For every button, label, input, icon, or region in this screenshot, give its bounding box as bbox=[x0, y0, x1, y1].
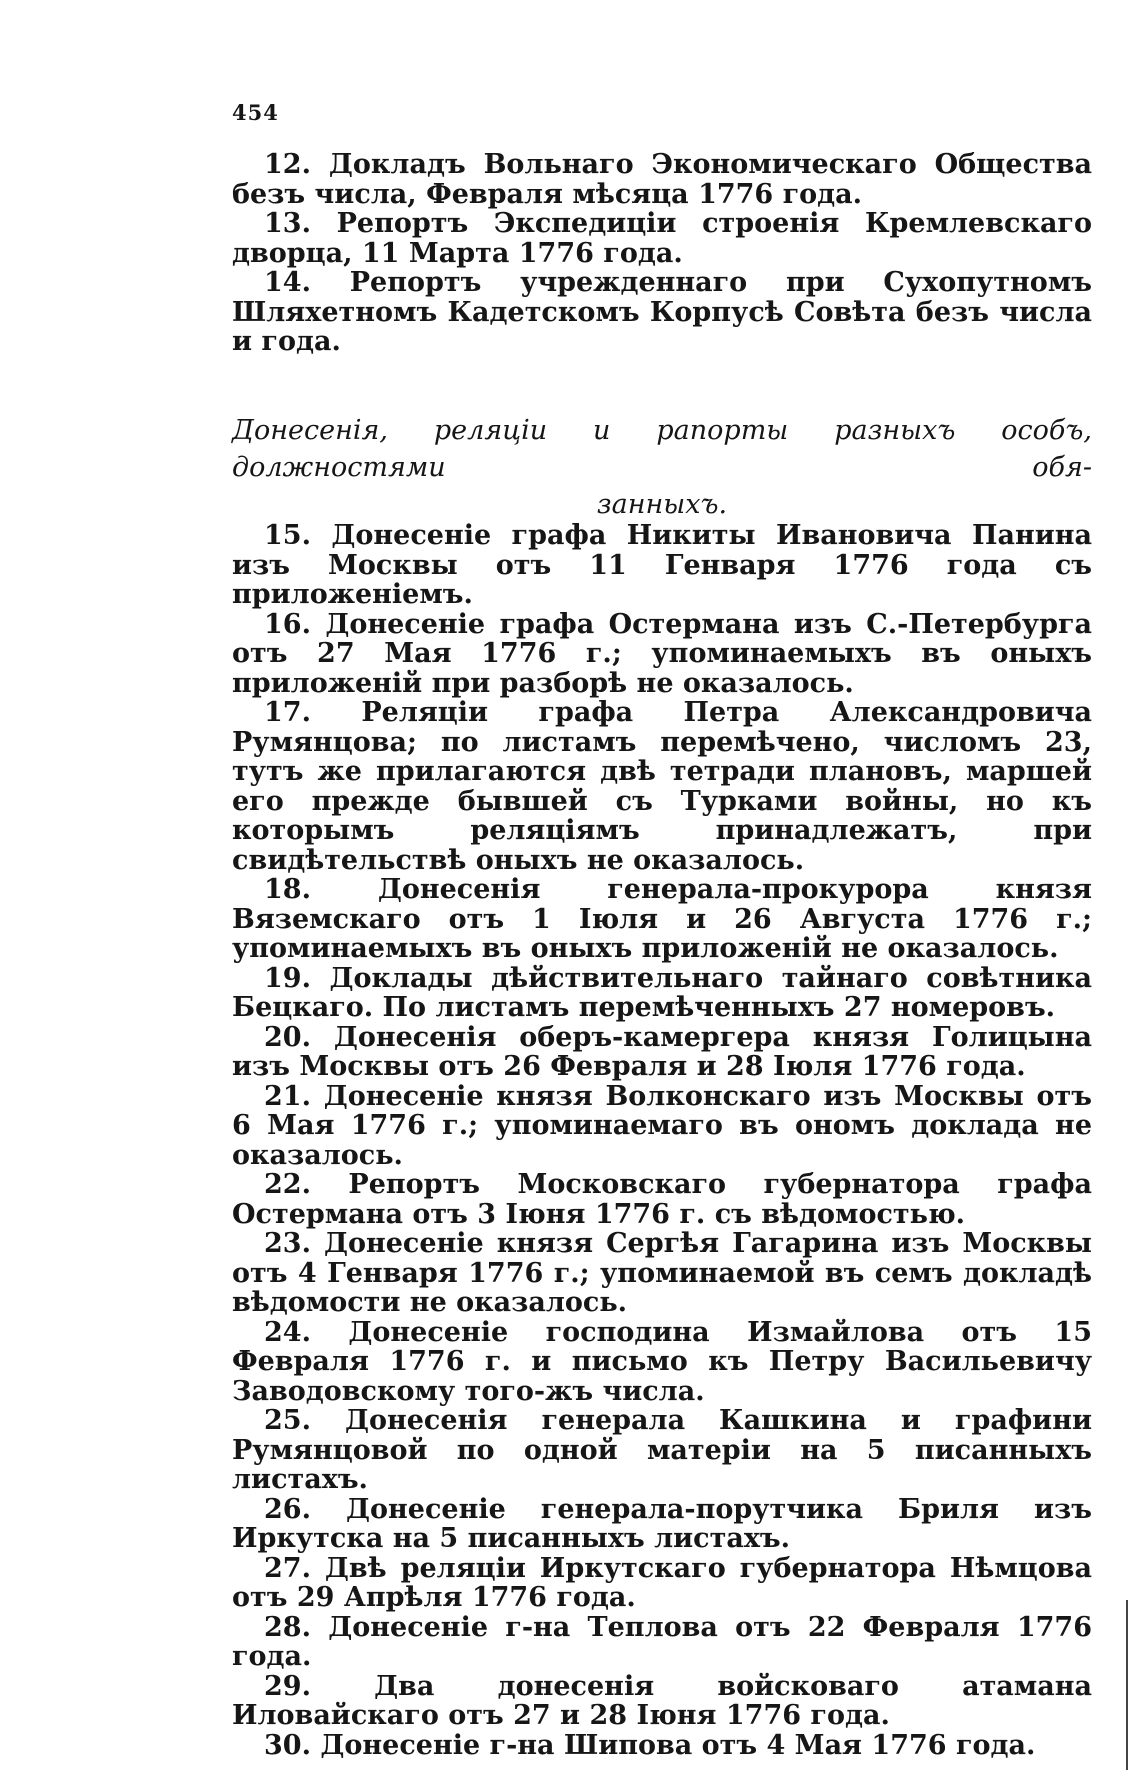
entry-15: 15. Донесеніе графа Никиты Ивановича Панина изъ Москвы отъ 11 Генваря 1776 года съ приложеніемъ. bbox=[232, 520, 1092, 610]
entry-13: 13. Репортъ Экспедиціи строенія Кремлевскаго дворца, 11 Марта 1776 года. bbox=[232, 208, 1092, 269]
entry-23: 23. Донесеніе князя Сергѣя Гагарина изъ Москвы отъ 4 Генваря 1776 г.; упоминаемой въ семъ докладѣ вѣдомости не оказалось. bbox=[232, 1228, 1092, 1318]
page-number: 454 bbox=[232, 100, 279, 125]
entry-28: 28. Донесеніе г-на Теплова отъ 22 Февраля 1776 года. bbox=[232, 1611, 1092, 1672]
section-heading-line1: Донесенія, реляціи и рапорты разныхъ особъ, должностями обя- bbox=[232, 415, 1092, 483]
entry-12: 12. Докладъ Вольнаго Экономическаго Общества безъ числа, Февраля мѣсяца 1776 года. bbox=[232, 149, 1092, 210]
section-heading bbox=[232, 412, 1092, 523]
entry-16: 16. Донесеніе графа Остермана изъ С.-Петербурга отъ 27 Мая 1776 г.; упоминаемыхъ въ оныхъ приложеній при разборѣ не оказалось. bbox=[232, 608, 1092, 699]
entry-25: 25. Донесенія генерала Кашкина и графини Румянцовой по одной матеріи на 5 писанныхъ листахъ. bbox=[232, 1405, 1092, 1495]
entry-26: 26. Донесеніе генерала-порутчика Бриля изъ Иркутска на 5 писанныхъ листахъ. bbox=[232, 1493, 1092, 1554]
entry-29: 29. Два донесенія войсковаго атамана Иловайскаго отъ 27 и 28 Іюня 1776 года. bbox=[232, 1670, 1092, 1731]
entry-27: 27. Двѣ реляціи Иркутскаго губернатора Нѣмцова отъ 29 Апрѣля 1776 года. bbox=[232, 1552, 1092, 1613]
entry-22: 22. Репортъ Московскаго губернатора графа Остермана отъ 3 Іюня 1776 г. съ вѣдомостью. bbox=[232, 1169, 1092, 1230]
page-edge-line bbox=[1126, 1600, 1128, 1770]
section-heading-line2: занныхъ. bbox=[596, 489, 728, 520]
entry-24: 24. Донесеніе господина Измайлова отъ 15 Февраля 1776 г. и письмо къ Петру Васильевичу Заводовскому того-жъ числа. bbox=[232, 1316, 1092, 1407]
entry-21: 21. Донесеніе князя Волконскаго изъ Москвы отъ 6 Мая 1776 г.; упоминаемаго въ ономъ доклада не оказалось. bbox=[232, 1080, 1092, 1171]
entry-14: 14. Репортъ учрежденнаго при Сухопутномъ Шляхетномъ Кадетскомъ Корпусѣ Совѣта безъ числа и года. bbox=[232, 267, 1092, 357]
entry-30: 30. Донесеніе г-на Шипова отъ 4 Мая 1776 года. bbox=[264, 1729, 1036, 1761]
entry-18: 18. Донесенія генерала-прокурора князя Вяземскаго отъ 1 Іюля и 26 Августа 1776 г.; упоминаемыхъ въ оныхъ приложеній не оказалось. bbox=[232, 874, 1092, 964]
entry-19: 19. Доклады дѣйствительнаго тайнаго совѣтника Бецкаго. По листамъ перемѣченныхъ 27 номеровъ. bbox=[232, 962, 1092, 1023]
entry-20: 20. Донесенія оберъ-камергера князя Голицына изъ Москвы отъ 26 Февраля и 28 Іюля 1776 года. bbox=[232, 1021, 1092, 1082]
entries-bottom-list bbox=[232, 521, 1092, 1760]
entries-top-list bbox=[232, 150, 1092, 357]
entry-17: 17. Реляціи графа Петра Александровича Румянцова; по листамъ перемѣчено, числомъ 23, тутъ же прилагаются двѣ тетради плановъ, маршей его прежде бывшей съ Турками войны, но къ которымъ реляціямъ принадлежатъ, при свидѣтельствѣ оныхъ не оказалось. bbox=[232, 697, 1092, 876]
